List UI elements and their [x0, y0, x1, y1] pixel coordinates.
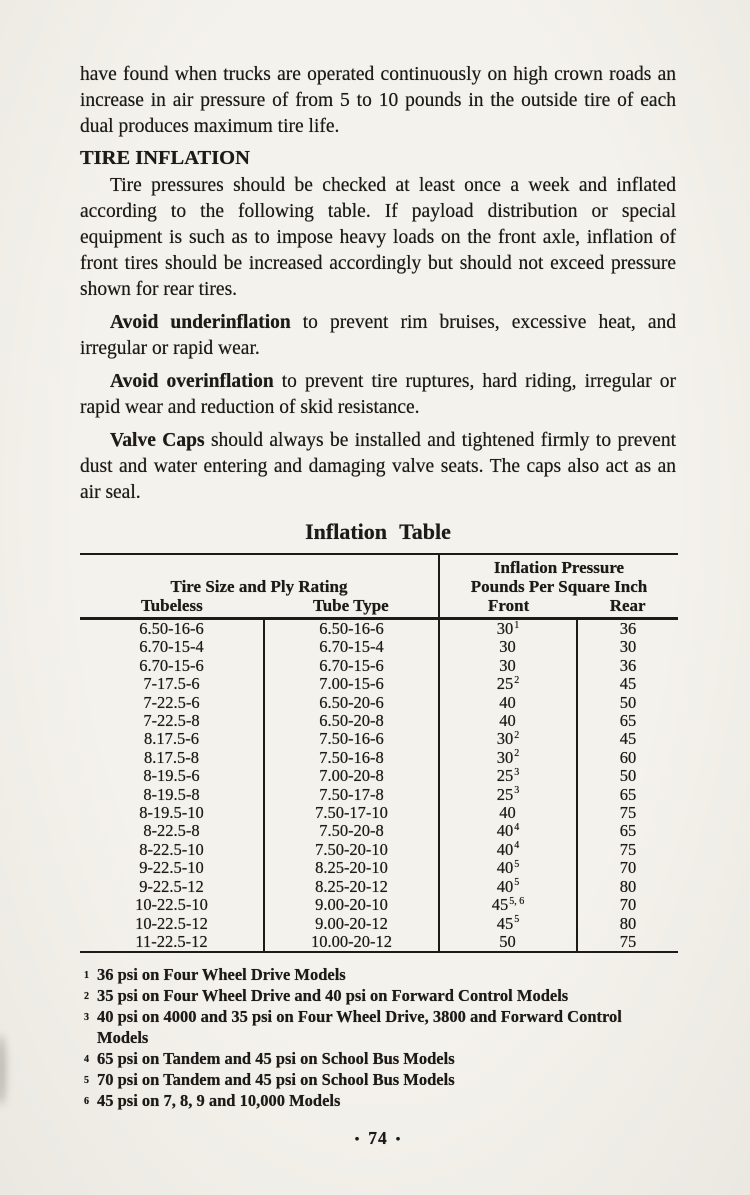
table-title: Inflation Table	[305, 519, 451, 544]
front-pressure-cell	[439, 712, 577, 730]
front-pressure-footnote-marker: 4	[514, 821, 520, 833]
tubeless-size-cell: 7-22.5-6	[80, 694, 264, 712]
front-pressure-value: 40	[499, 803, 516, 823]
front-pressure-value: 30	[496, 619, 514, 638]
rear-pressure-cell: 75	[619, 931, 637, 951]
footnote	[80, 1090, 625, 1111]
header-tire-size-group	[80, 554, 439, 619]
column-header-tubeless: Tubeless	[140, 596, 203, 615]
table-row	[80, 933, 678, 952]
footnote-text: 45 psi on 7, 8, 9 and 10,000 Models	[97, 1091, 341, 1111]
footnote	[80, 1006, 625, 1048]
front-pressure-cell	[439, 896, 577, 914]
front-pressure-value: 40	[499, 692, 516, 712]
footnote	[80, 964, 625, 985]
footnote-marker: 6	[84, 1096, 89, 1108]
tubeless-size-cell: 9-22.5-10	[80, 859, 264, 877]
valve-caps-lead: Valve Caps	[110, 430, 205, 451]
front-pressure-value: 25	[496, 766, 514, 786]
rear-pressure-cell: 70	[619, 858, 637, 878]
inflation-pressure-title-line1: Inflation Pressure	[493, 558, 625, 577]
table-row	[80, 841, 678, 859]
footnote	[80, 1048, 625, 1069]
tubeless-size-cell: 6.50-16-6	[80, 619, 264, 639]
rear-pressure-cell: 50	[619, 692, 637, 712]
footnote-marker: 3	[84, 1012, 89, 1024]
tube-type-size-cell: 6.70-15-4	[264, 638, 439, 656]
rear-pressure-cell: 36	[619, 655, 637, 675]
front-pressure-footnote-marker: 2	[514, 748, 520, 760]
rear-pressure-cell: 80	[619, 876, 637, 896]
tire-size-group-title: Tire Size and Ply Rating	[170, 577, 348, 596]
footnote-text: 65 psi on Tandem and 45 psi on School Bus Models	[97, 1049, 455, 1069]
rear-pressure-cell: 65	[619, 821, 637, 841]
page-number-bullet-right: •	[395, 1131, 402, 1147]
tube-type-size-cell: 9.00-20-12	[264, 915, 439, 933]
front-pressure-cell	[439, 786, 577, 804]
tubeless-size-cell: 8-22.5-8	[80, 822, 264, 840]
tube-type-size-cell: 7.50-16-6	[264, 730, 439, 748]
front-pressure-footnote-marker: 2	[514, 674, 520, 686]
column-header-tube-type: Tube Type	[312, 596, 389, 615]
front-pressure-footnote-marker: 2	[514, 729, 520, 741]
table-row	[80, 712, 678, 730]
front-pressure-footnote-marker: 4	[514, 840, 520, 852]
tubeless-size-cell: 6.70-15-4	[80, 638, 264, 656]
paragraph-valve-caps	[80, 428, 676, 506]
tube-type-size-cell: 9.00-20-10	[264, 896, 439, 914]
table-row	[80, 730, 678, 748]
table-row	[80, 749, 678, 767]
front-pressure-value: 25	[496, 784, 514, 804]
front-pressure-value: 30	[499, 655, 516, 675]
tubeless-size-cell: 8.17.5-8	[80, 749, 264, 767]
tube-type-size-cell: 6.50-20-8	[264, 712, 439, 730]
tubeless-size-cell: 8.17.5-6	[80, 730, 264, 748]
front-pressure-footnote-marker: 5, 6	[509, 895, 525, 907]
tube-type-size-cell: 7.00-15-6	[264, 675, 439, 693]
front-pressure-value: 40	[496, 858, 514, 878]
rear-pressure-cell: 75	[619, 839, 637, 859]
table-header-row	[80, 554, 678, 619]
column-header-rear: Rear	[609, 596, 646, 615]
tubeless-size-cell: 7-22.5-8	[80, 712, 264, 730]
page-number-value: 74	[368, 1128, 388, 1149]
tube-type-size-cell: 6.50-20-6	[264, 694, 439, 712]
rear-pressure-cell: 50	[619, 766, 637, 786]
front-pressure-footnote-marker: 1	[514, 619, 520, 631]
front-pressure-footnote-marker: 3	[514, 766, 520, 778]
front-pressure-value: 30	[496, 747, 514, 767]
front-pressure-value: 45	[496, 913, 514, 933]
intro-paragraph: have found when trucks are operated continuously on high crown roads an increase in air pressure of from 5 to 10 pounds in the outside tire of each dual produces maximum tire life.	[80, 64, 676, 137]
header-inflation-pressure-group	[439, 554, 678, 619]
overinflation-text: to prevent tire ruptures, hard riding, irregular or rapid wear and reduction of skid resistance.	[80, 371, 677, 418]
front-pressure-cell	[439, 804, 577, 822]
tubeless-size-cell: 7-17.5-6	[80, 675, 264, 693]
rear-pressure-cell: 60	[619, 747, 637, 767]
front-pressure-value: 40	[496, 839, 514, 859]
footnote-text: 36 psi on Four Wheel Drive Models	[97, 965, 346, 985]
inflation-pressure-title-line2: Pounds Per Square Inch	[470, 577, 648, 596]
footnote-marker: 5	[84, 1075, 89, 1087]
rear-pressure-cell: 70	[619, 895, 637, 915]
front-pressure-cell	[439, 859, 577, 877]
front-pressure-footnote-marker: 5	[514, 858, 520, 870]
front-pressure-cell	[439, 933, 577, 952]
tube-type-size-cell: 7.50-20-10	[264, 841, 439, 859]
tube-type-size-cell: 7.50-17-10	[264, 804, 439, 822]
tube-type-size-cell: 7.50-17-8	[264, 786, 439, 804]
front-pressure-cell	[439, 878, 577, 896]
paragraph-overinflation	[80, 369, 676, 421]
footnote	[80, 985, 625, 1006]
front-pressure-cell	[439, 915, 577, 933]
paragraph-tire-pressures: Tire pressures should be checked at least once a week and inflated according to the following table. If payload distribution or special equipment is such as to impose heavy loads on the front axle, inflation of front tires should be increased accordingly but should not exceed pressure shown for rear tires.	[80, 175, 676, 300]
rear-pressure-cell: 75	[619, 803, 637, 823]
section-heading: TIRE INFLATION	[80, 147, 250, 169]
table-row	[80, 694, 678, 712]
tubeless-size-cell: 10-22.5-10	[80, 896, 264, 914]
tubeless-size-cell: 8-19.5-10	[80, 804, 264, 822]
table-row	[80, 822, 678, 840]
front-pressure-cell	[439, 675, 577, 693]
front-pressure-cell	[439, 749, 577, 767]
table-row	[80, 657, 678, 675]
table-row	[80, 804, 678, 822]
table-row	[80, 859, 678, 877]
scan-smudge	[0, 1035, 6, 1105]
front-pressure-footnote-marker: 3	[514, 785, 520, 797]
footnote-marker: 4	[84, 1054, 89, 1066]
front-pressure-cell	[439, 841, 577, 859]
tube-type-size-cell: 6.50-16-6	[264, 619, 439, 639]
rear-pressure-cell: 65	[619, 784, 637, 804]
tubeless-size-cell: 9-22.5-12	[80, 878, 264, 896]
front-pressure-footnote-marker: 5	[514, 914, 520, 925]
underinflation-text: to prevent rim bruises, excessive heat, and irregular or rapid wear.	[80, 312, 676, 359]
rear-pressure-cell: 36	[619, 619, 637, 638]
front-pressure-value: 45	[491, 895, 509, 915]
table-row	[80, 878, 678, 896]
tube-type-size-cell: 8.25-20-10	[264, 859, 439, 877]
footnote-marker: 2	[84, 991, 89, 1003]
tubeless-size-cell: 10-22.5-12	[80, 915, 264, 933]
table-row	[80, 915, 678, 933]
inflation-table	[80, 553, 678, 953]
tube-type-size-cell: 8.25-20-12	[264, 878, 439, 896]
paragraph-underinflation	[80, 310, 676, 362]
tubeless-size-cell: 6.70-15-6	[80, 657, 264, 675]
table-row	[80, 896, 678, 914]
overinflation-lead: Avoid overinflation	[110, 371, 274, 392]
column-header-front: Front	[488, 596, 530, 615]
front-pressure-cell	[439, 822, 577, 840]
rear-pressure-cell: 65	[619, 711, 637, 731]
tubeless-size-cell: 11-22.5-12	[80, 933, 264, 952]
front-pressure-footnote-marker: 5	[514, 877, 520, 889]
tube-type-size-cell: 10.00-20-12	[264, 933, 439, 952]
table-row	[80, 786, 678, 804]
table-row	[80, 767, 678, 785]
front-pressure-value: 25	[496, 674, 514, 694]
front-pressure-cell	[439, 730, 577, 748]
front-pressure-value: 50	[499, 931, 516, 951]
footnote-text: 35 psi on Four Wheel Drive and 40 psi on Forward Control Models	[97, 986, 569, 1006]
tube-type-size-cell: 6.70-15-6	[264, 657, 439, 675]
page-number	[80, 1128, 676, 1149]
footnotes	[80, 964, 625, 1111]
tubeless-size-cell: 8-19.5-8	[80, 786, 264, 804]
front-pressure-cell	[439, 694, 577, 712]
footnote	[80, 1069, 625, 1090]
rear-pressure-cell: 30	[619, 637, 637, 657]
front-pressure-cell	[439, 638, 577, 656]
front-pressure-value: 40	[496, 876, 514, 896]
front-pressure-value: 30	[499, 637, 516, 657]
rear-pressure-cell: 45	[619, 674, 637, 694]
tube-type-size-cell: 7.50-16-8	[264, 749, 439, 767]
tubeless-size-cell: 8-19.5-6	[80, 767, 264, 785]
footnote-marker: 1	[84, 970, 89, 982]
front-pressure-value: 40	[496, 821, 514, 841]
front-pressure-value: 40	[499, 711, 516, 731]
valve-caps-text: should always be installed and tightened firmly to prevent dust and water entering and damaging valve seats. The caps also act as an air seal.	[80, 430, 676, 503]
table-row	[80, 619, 678, 639]
rear-pressure-cell: 80	[619, 913, 637, 933]
underinflation-lead: Avoid underinflation	[110, 312, 291, 333]
rear-pressure-cell: 45	[619, 729, 637, 749]
tube-type-size-cell: 7.50-20-8	[264, 822, 439, 840]
front-pressure-cell	[439, 657, 577, 675]
front-pressure-cell	[439, 767, 577, 785]
tube-type-size-cell: 7.00-20-8	[264, 767, 439, 785]
tubeless-size-cell: 8-22.5-10	[80, 841, 264, 859]
footnote-text: 70 psi on Tandem and 45 psi on School Bus Models	[97, 1070, 455, 1090]
table-row	[80, 675, 678, 693]
page-number-bullet-left: •	[354, 1131, 361, 1147]
front-pressure-value: 30	[496, 729, 514, 749]
footnote-text: 40 psi on 4000 and 35 psi on Four Wheel Drive, 3800 and Forward Control Models	[97, 1007, 622, 1048]
table-row	[80, 638, 678, 656]
front-pressure-cell	[439, 619, 577, 639]
